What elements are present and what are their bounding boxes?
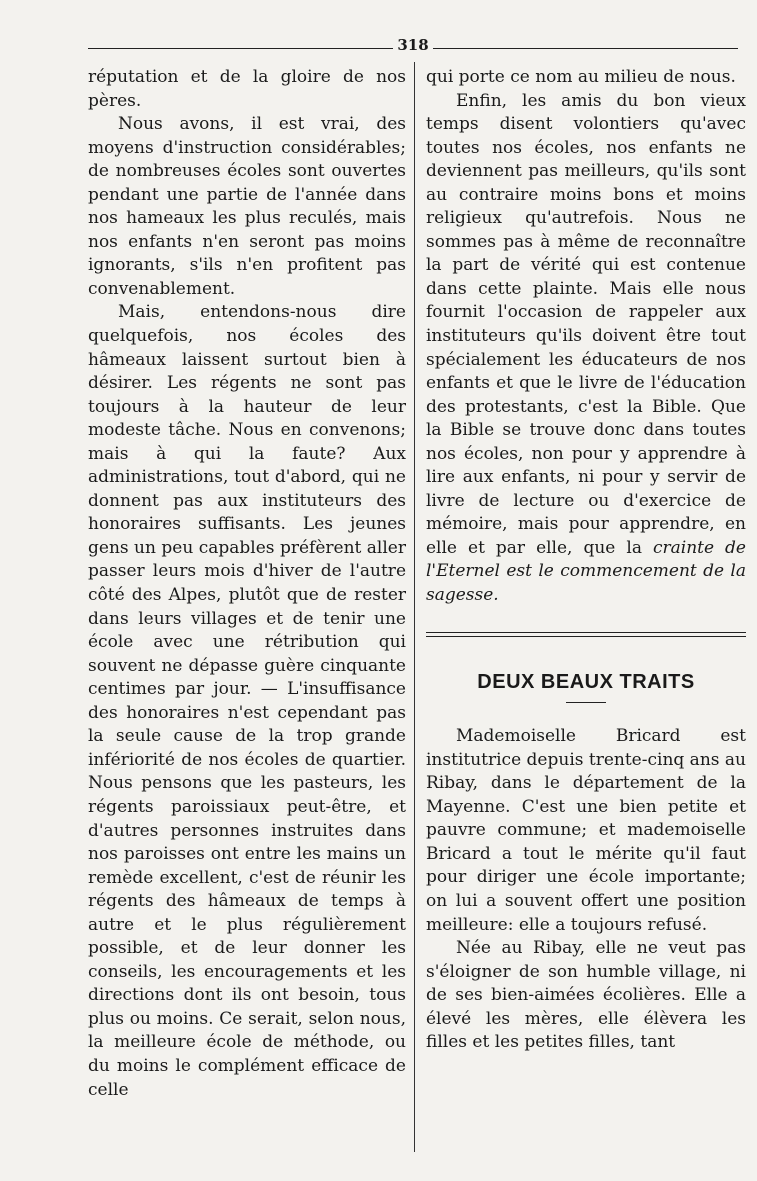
right-paragraph-3: Mademoiselle Bricard est institutrice depuis trente-cinq ans au Ribay, dans le département de la Mayenne. C'est une bien petite et pauvre commune; et mademoiselle Bricard a tout le mérite qu'il faut pour diriger une école importante; on lui a souvent offert une position meilleure: elle a toujours refusé.	[426, 726, 746, 935]
page-number: 318	[397, 36, 429, 54]
title-underline	[566, 702, 606, 703]
right-column	[426, 66, 746, 1055]
header-rule-left	[88, 48, 393, 49]
right-paragraph-4: Née au Ribay, elle ne veut pas s'éloigner de son humble village, ni de ses bien-aimées écolières. Elle a élevé les mères, elle élèvera les filles et les petites filles, tant	[426, 938, 746, 1053]
right-paragraph-2-italic: crainte de l'Eternel est le commencement de la sagesse.	[426, 537, 746, 606]
right-paragraph-2	[426, 90, 746, 608]
page-header	[88, 36, 738, 56]
left-paragraph-1: réputation et de la gloire de nos pères.	[88, 67, 406, 111]
section-double-rule	[426, 632, 746, 637]
left-paragraph-3: Mais, entendons-nous dire quelquefois, nos écoles des hâmeaux laissent surtout bien à désirer. Les régents ne sont pas toujours à la hauteur de leur modeste tâche. Nous en convenons; mais à qui la faute? Aux administrations, tout d'abord, qui ne donnent pas aux instituteurs des honoraires suffisants. Les jeunes gens un peu capables préfèrent aller passer leurs mois d'hiver de l'autre côté des Alpes, plutôt que de rester dans leurs villages et de tenir une école avec une rétribution qui souvent ne dépasse guère cinquante centimes par jour. — L'insuffisance des honoraires n'est cependant pas la seule cause de la trop grande infériorité de nos écoles de quartier. Nous pensons que les pasteurs, les régents paroissiaux peut-être, et d'autres personnes instruites dans nos paroisses ont entre les mains un remède excellent, c'est de réunir les régents des hâmeaux de temps à autre et le plus régulièrement possible, et de leur donner les conseils, les encouragements et les directions dont ils ont besoin, tous plus ou moins. Ce serait, selon nous, la meilleure école de méthode, ou du moins le complément efficace de celle	[88, 302, 406, 1100]
column-divider	[414, 62, 415, 1152]
left-paragraph-2: Nous avons, il est vrai, des moyens d'instruction considérables; de nombreuses écoles sont ouvertes pendant une partie de l'année dans nos hameaux les plus reculés, mais nos enfants n'en seront pas moins ignorants, s'ils n'en profitent pas convenablement.	[88, 114, 406, 299]
right-paragraph-1: qui porte ce nom au milieu de nous.	[426, 67, 736, 87]
header-rule-right	[433, 48, 738, 49]
right-paragraph-2-text: Enfin, les amis du bon vieux temps disent volontiers qu'avec toutes nos écoles, nos enfants ne deviennent pas meilleurs, qu'ils sont au contraire moins bons et moins religieux qu'autrefois. Nous ne sommes pas à même de reconnaître la part de vérité qui est contenue dans cette plainte. Mais elle nous fournit l'occasion de rappeler aux instituteurs qu'ils doivent être tout spécialement les éducateurs de nos enfants et que le livre de l'éducation des protestants, c'est la Bible. Que la Bible se trouve donc dans toutes nos écoles, non pour y apprendre à lire aux enfants, ni pour y servir de livre de lecture ou d'exercice de mémoire, mais pour apprendre, en elle et par elle, que la	[426, 90, 746, 558]
section-title: DEUX BEAUX TRAITS	[477, 670, 695, 693]
left-column	[88, 66, 406, 1102]
